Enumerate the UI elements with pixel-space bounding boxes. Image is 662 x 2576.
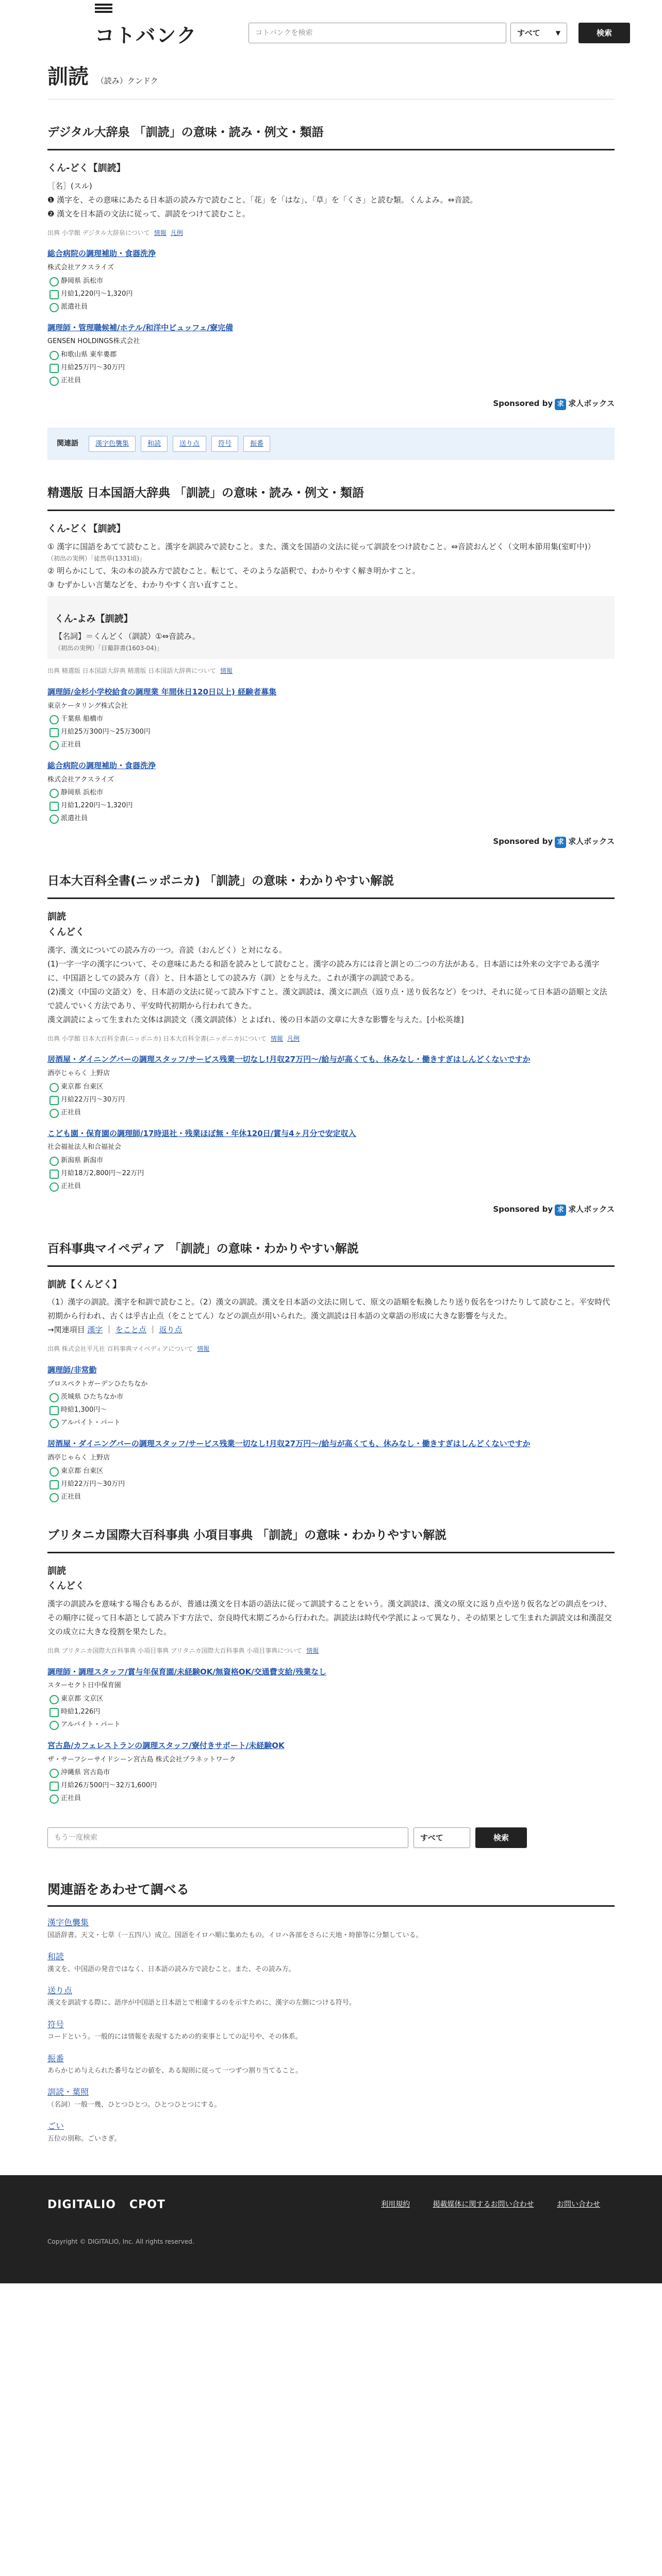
related-words-bar: 関連語 漢字色襲集 和読 送り点 符号 振番	[47, 428, 615, 460]
menu-icon[interactable]	[95, 2, 112, 15]
footer-logo: DIGITALIO CPOT	[47, 2198, 166, 2212]
legend-link[interactable]: 凡例	[170, 229, 183, 236]
job-card[interactable]: こども園・保育園の調理師/17時退社・残業ほぼ無・年休120日/賞与4ヶ月分で安定収入 社会福祉法人和合福祉会 新潟県 新潟市 月給18万2,800円〜22万円 正社員	[47, 1127, 615, 1192]
related-list	[47, 1879, 615, 2144]
entry-headword: 訓読	[47, 911, 66, 923]
info-link[interactable]: 情報	[270, 1035, 283, 1042]
employment-icon: 正社員	[47, 1492, 615, 1502]
source-note: 出典 小学館 日本大百科全書(ニッポニカ) 日本大百科全書(ニッポニカ)について 情報 凡例	[47, 1035, 300, 1042]
location-icon: 千葉県 船橋市	[47, 714, 615, 724]
entry-line: ❷ 漢文を日本語の文法に従って、訓読をつけて読むこと。	[47, 209, 250, 218]
job-card[interactable]: 総合病院の調理補助・食器洗浄 株式会社アクスライズ 静岡県 浜松市 月給1,220円〜1,320円 派遣社員	[47, 247, 615, 312]
yen-icon: 時給1,300円〜	[47, 1405, 615, 1415]
job-list	[47, 1364, 615, 1502]
job-card[interactable]: 調理師/金杉小学校給食の調理業 年間休日120日以上) 経験者募集 東京ケータリング株式会社 千葉県 船橋市 月給25万300円〜25万300円 正社員	[47, 686, 615, 750]
yen-icon: 月給22万円〜30万円	[47, 1095, 615, 1105]
employment-icon: 派遣社員	[47, 302, 615, 312]
job-card[interactable]: 調理師/非常勤 プロスペクトガーデンひたちなか 茨城県 ひたちなか市 時給1,300円〜 アルバイト・パート	[47, 1364, 615, 1428]
search-input[interactable]: もう一度検索	[47, 1827, 408, 1848]
source-note: 出典 精選版 日本国語大辞典 精選版 日本国語大辞典について 情報	[47, 667, 233, 675]
entry-line: ［名］(スル)	[47, 181, 92, 191]
site-logo[interactable]: コトバンク	[95, 24, 197, 47]
yen-icon: 月給25万300円〜25万300円	[47, 727, 615, 737]
bottom-search	[47, 1827, 615, 1848]
footer-link[interactable]: 利用規約	[381, 2200, 410, 2209]
list-item[interactable]: 和読 漢文を、中国語の発音ではなく、日本語の読み方で読むこと。また、その読み方。	[47, 1952, 295, 1973]
yen-icon: 時給1,226円	[47, 1707, 615, 1717]
employment-icon: 正社員	[47, 376, 615, 386]
dictionary-title: 精選版 日本国語大辞典 「訓読」の意味・読み・例文・類語	[47, 484, 615, 511]
search-button[interactable]: 検索	[578, 23, 630, 43]
dictionary-title: デジタル大辞泉 「訓読」の意味・読み・例文・類語	[47, 123, 615, 150]
employment-icon: 正社員	[47, 740, 615, 750]
job-card[interactable]: 総合病院の調理補助・食器洗浄 株式会社アクスライズ 静岡県 浜松市 月給1,220円〜1,320円 派遣社員	[47, 759, 615, 824]
yen-icon: 月給22万円〜30万円	[47, 1479, 615, 1489]
search-button[interactable]: 検索	[475, 1827, 527, 1848]
word-reading: （読み）クンドク	[96, 76, 158, 86]
job-card[interactable]: 調理師・管理職候補/ホテル/和洋中ビュッフェ/寮完備 GENSEN HOLDINGS株式会社 和歌山県 東牟婁郡 月給25万円〜30万円 正社員	[47, 321, 615, 386]
location-icon: 東京都 台東区	[47, 1082, 615, 1092]
dictionary-britannica: ブリタニカ国際大百科事典 小項目事典 「訓読」の意味・わかりやすい解説 訓読 くんどく 漢字の訓読みを意味する場合もあるが、普通は漢文を日本語の語法に従って訓読することをいう。漢文訓読は、漢文の原文に返り点や送り仮名などの訓点をつけ、その順序に従って日本語として読み下す方法で、奈良時代末期ごろから行われた。訓読法は時代や学派によって異なり、その結果として生まれた訓読文は和漢混交文の成立に大きな役割を果たした。 出典 ブリタニカ国際大百科事典 小項目事典 ブリタニカ国際大百科事典 小項目事典について 情報	[47, 1526, 615, 1656]
header	[47, 0, 615, 46]
chevron-down-icon: ▼	[555, 29, 560, 37]
location-icon: 沖縄県 宮古島市	[47, 1768, 615, 1778]
word-heading	[47, 46, 615, 99]
job-card[interactable]: 宮古島/カフェレストランの調理スタッフ/寮付きサポート/未経験OK ザ・サーフシーサイドシーン宮古島 株式会社プラネットワーク 沖縄県 宮古島市 月給26万500円〜32万1,600円 正社員	[47, 1739, 615, 1804]
info-link[interactable]: 情報	[306, 1647, 319, 1654]
employment-icon: 正社員	[47, 1181, 615, 1192]
source-note: 出典 小学館 デジタル大辞泉について 情報 凡例	[47, 229, 183, 236]
footer-link[interactable]: 掲載媒体に関するお問い合わせ	[433, 2200, 534, 2209]
employment-icon: アルバイト・パート	[47, 1418, 615, 1428]
list-item[interactable]: 漢字色襲集 国語辞書。天文・七草（一五四八）成立。国語をイロハ順に集めたもの。イロハ各部をさらに天地・時節等に分類している。	[47, 1918, 423, 1939]
list-item[interactable]: 振番 あらかじめ与えられた番号などの値を、ある規則に従って一つずつ割り当てること。	[47, 2053, 303, 2075]
employment-icon: 正社員	[47, 1793, 615, 1804]
yen-icon: 月給26万500円〜32万1,600円	[47, 1781, 615, 1791]
kyujinbox-icon: 求	[555, 837, 566, 848]
info-link[interactable]: 情報	[220, 667, 233, 675]
yen-icon: 月給25万円〜30万円	[47, 363, 615, 373]
sponsored-by: Sponsored by 求 求人ボックス	[47, 397, 615, 410]
entry-line: ❶ 漢字を、その意味にあたる日本語の読み方で読むこと。「花」を「はな」、「草」を「くさ」と読む類。くんよみ。⇔音読。	[47, 195, 478, 205]
location-icon: 東京都 台東区	[47, 1466, 615, 1477]
entry-reading: くんどく	[47, 926, 85, 938]
dictionary-seisenban: 精選版 日本国語大辞典 「訓読」の意味・読み・例文・類語 くん‐どく【訓読】 ① 漢字に国語をあてて読むこと。漢字を訓読みで読むこと。また、漢文を国語の文法に従って訓読をつけ読むこと。⇔音読おんどく（文明本節用集(室町中)） （初出の実例）「徒然草(1331頃)」 ② 明らかにして、朱の本の読み方で読むこと。転じて、そのような語釈で、わかりやすく解き明かすこと。 ③ むずかしい言葉などを、わかりやすく言い直すこと。 くん‐よみ【訓読】 【名詞】＝くんどく（訓読）①⇔音読み。 （初出の実例）「日葡辞書(1603‐04)」 出典 精選版 日本国語大辞典 精選版 日本国語大辞典について 情報	[47, 484, 615, 676]
yen-icon: 月給18万2,800円〜22万円	[47, 1168, 615, 1179]
related-list-title: 関連語をあわせて調べる	[47, 1879, 615, 1907]
location-icon: 静岡県 浜松市	[47, 788, 615, 798]
sponsored-by: Sponsored by 求 求人ボックス	[47, 1203, 615, 1216]
entry-headword: 訓読【くんどく】	[47, 1279, 122, 1290]
list-item[interactable]: 訓読・葉照 （名詞）一般一幾、ひとつひとつ。ひとつひとつにする。	[47, 2087, 221, 2109]
related-chip[interactable]: 符号	[211, 436, 238, 452]
location-icon: 東京都 文京区	[47, 1694, 615, 1704]
job-card[interactable]: 居酒屋・ダイニングバーの調理スタッフ/サービス残業一切なし!月収27万円〜/給与が高くても、休みなし・働きすぎはしんどくないですか 酒亭じゃらく 上野店 東京都 台東区 月給22万円〜30万円 正社員	[47, 1437, 615, 1502]
employment-icon: 正社員	[47, 1108, 615, 1118]
entry-reading: くんどく	[47, 1581, 85, 1592]
list-item[interactable]: 送り点 漢文を訓読する際に、語序が中国語と日本語とで相違するのを示すために、漢字の左側につける符号。	[47, 1985, 356, 2007]
page-title: 訓読	[47, 65, 89, 89]
footer-link[interactable]: お問い合わせ	[557, 2200, 600, 2209]
related-chip[interactable]: 振番	[243, 436, 270, 452]
yen-icon: 月給1,220円〜1,320円	[47, 289, 615, 299]
location-icon: 和歌山県 東牟婁郡	[47, 350, 615, 360]
search-scope-select[interactable]: すべて	[413, 1827, 470, 1848]
job-list	[47, 247, 615, 410]
entry-headword: くん‐どく【訓読】	[47, 162, 126, 174]
sub-entry: くん‐よみ【訓読】 【名詞】＝くんどく（訓読）①⇔音読み。 （初出の実例）「日葡辞書(1603‐04)」	[47, 596, 615, 659]
dictionary-title: 百科事典マイペディア 「訓読」の意味・わかりやすい解説	[47, 1240, 615, 1267]
footer-links	[360, 2199, 600, 2211]
copyright: Copyright © DIGITALIO, Inc. All rights reserved.	[47, 2238, 194, 2246]
list-item[interactable]: ごい 五位の別称。ごいさぎ。	[47, 2121, 121, 2143]
list-item[interactable]: 符号 コードという。一般的には情報を表現するための約束事としての記号や、その体系。	[47, 2019, 302, 2041]
sponsored-by: Sponsored by 求 求人ボックス	[47, 835, 615, 848]
job-list	[47, 1666, 615, 1804]
job-list	[47, 686, 615, 848]
yen-icon: 月給1,220円〜1,320円	[47, 801, 615, 811]
info-link[interactable]: 情報	[197, 1345, 210, 1353]
source-note: 出典 株式会社平凡社 百科事典マイペディアについて 情報	[47, 1345, 210, 1353]
related-chip[interactable]: 送り点	[173, 436, 206, 452]
dictionary-digital-daijisen	[47, 123, 615, 238]
kyujinbox-icon: 求	[555, 399, 566, 410]
entry-headword: くん‐どく【訓読】	[47, 523, 126, 535]
location-icon: 新潟県 新潟市	[47, 1156, 615, 1166]
job-list	[47, 1053, 615, 1215]
dictionary-title: 日本大百科全書(ニッポニカ) 「訓読」の意味・わかりやすい解説	[47, 872, 615, 899]
search-input[interactable]: コトバンクを検索	[249, 23, 506, 43]
location-icon: 茨城県 ひたちなか市	[47, 1392, 615, 1402]
related-chip[interactable]: 和読	[141, 436, 168, 452]
employment-icon: アルバイト・パート	[47, 1720, 615, 1730]
dictionary-mypedia: 百科事典マイペディア 「訓読」の意味・わかりやすい解説 訓読【くんどく】 （1）漢字の訓読。漢字を和訓で読むこと。（2）漢文の訓読。漢文を日本語の文法に則して、原文の語順を転換したり送り仮名をつけたりして読むこと。平安時代初期から行われ、古くは乎古止点（をことてん）などの訓点が用いられた。漢文訓読は日本語の文章語の形成に大きな影響を与えた。 →関連項目 漢字 ｜ をこと点 ｜ 返り点 出典 株式会社平凡社 百科事典マイペディアについて 情報	[47, 1240, 615, 1354]
related-items: →関連項目 漢字 ｜ をこと点 ｜ 返り点	[47, 1325, 183, 1335]
dictionary-nipponica: 日本大百科全書(ニッポニカ) 「訓読」の意味・わかりやすい解説 訓読 くんどく 漢字、漢文についての読み方の一つ。音読（おんどく）と対になる。 (1)一字一字の漢字について、その意味にあたる和語を読みとして読むこと。漢字の読み方には音と訓との二つの方法がある。日本語には外来の文字である漢字に、中国語としての読み方（音）と、日本語としての読み方（訓）とを与えた。これが漢字の訓読である。 (2)漢文（中国の文語文）を、日本語の文法に従って読み下すこと。漢文訓読は、漢文に訓点（返り点・送り仮名など）をつけ、それに従って日本語の語順と文法で読んでいく方法であり、平安時代初期から行われてきた。 漢文訓読によって生まれた文体は訓読文（漢文訓読体）とよばれ、後の日本語の文章に大きな影響を与えた。[小松英雄] 出典 小学館 日本大百科全書(ニッポニカ) 日本大百科全書(ニッポニカ)について 情報 凡例	[47, 872, 615, 1044]
dictionary-title: ブリタニカ国際大百科事典 小項目事典 「訓読」の意味・わかりやすい解説	[47, 1526, 615, 1553]
legend-link[interactable]: 凡例	[287, 1035, 300, 1042]
source-note: 出典 ブリタニカ国際大百科事典 小項目事典 ブリタニカ国際大百科事典 小項目事典について 情報	[47, 1647, 319, 1654]
job-card[interactable]: 調理師・調理スタッフ/賞与年保育園/未経験OK/無資格OK/交通費支給/残業なし スターセクト日中保育園 東京都 文京区 時給1,226円 アルバイト・パート	[47, 1666, 615, 1730]
location-icon: 静岡県 浜松市	[47, 276, 615, 286]
search-scope-select[interactable]: すべて ▼	[510, 23, 567, 43]
employment-icon: 派遣社員	[47, 814, 615, 824]
entry-headword: 訓読	[47, 1565, 66, 1577]
page	[47, 0, 615, 2144]
job-card[interactable]: 居酒屋・ダイニングバーの調理スタッフ/サービス残業一切なし!月収27万円〜/給与が高くても、休みなし・働きすぎはしんどくないですか 酒亭じゃらく 上野店 東京都 台東区 月給22万円〜30万円 正社員	[47, 1053, 615, 1117]
info-link[interactable]: 情報	[154, 229, 167, 236]
related-chip[interactable]: 漢字色襲集	[89, 436, 136, 452]
footer	[0, 2175, 662, 2283]
kyujinbox-icon: 求	[555, 1205, 566, 1216]
